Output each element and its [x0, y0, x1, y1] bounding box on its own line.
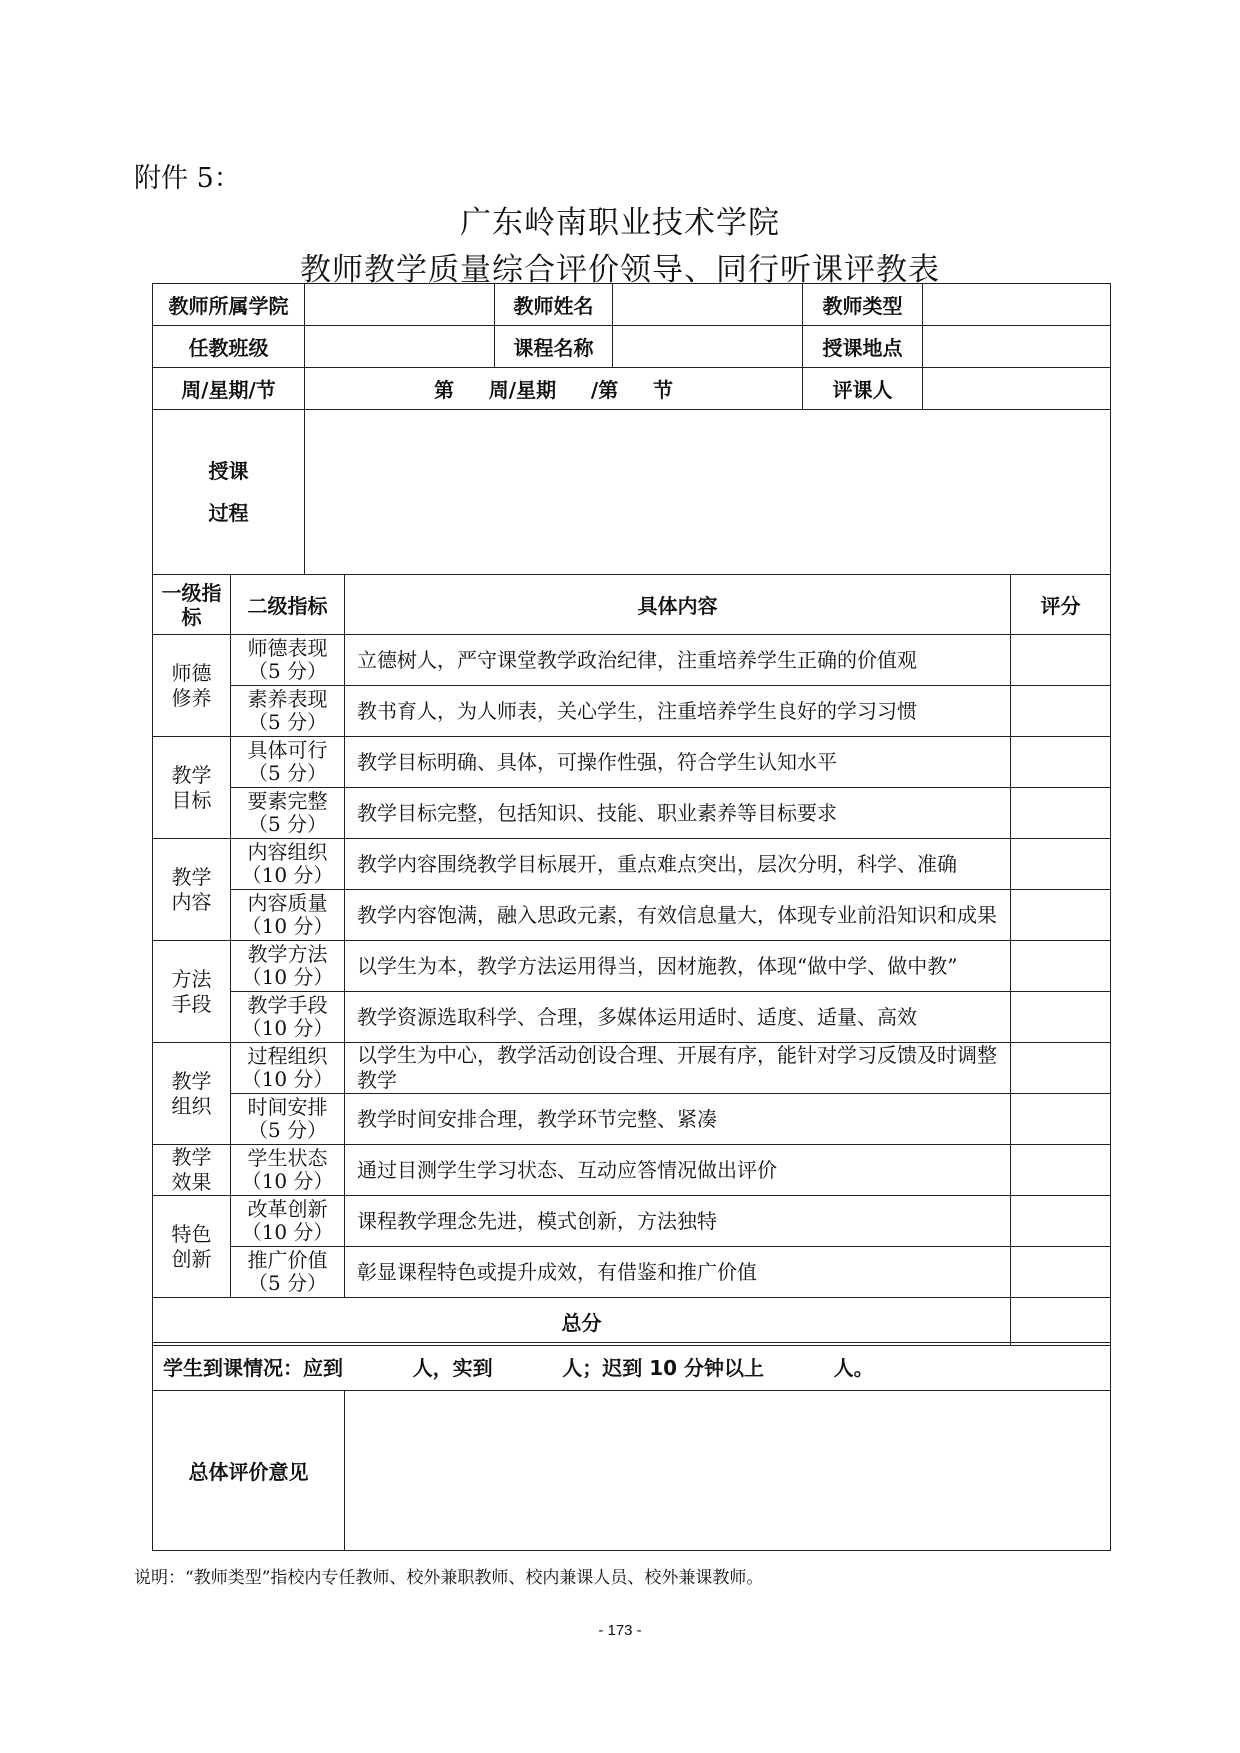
score-field[interactable]	[1011, 992, 1111, 1043]
score-field[interactable]	[1011, 737, 1111, 788]
teaching-process-label-line1: 授课	[208, 459, 249, 483]
level2-indicator-points: （5 分）	[247, 1118, 328, 1142]
level2-indicator-name: 教学方法	[247, 942, 328, 966]
criteria-row	[153, 839, 1111, 890]
total-label: 总分	[153, 1298, 1011, 1346]
course-label: 课程名称	[495, 326, 613, 368]
level1-indicator-line2: 目标	[171, 787, 212, 812]
level1-indicator-line2: 组织	[171, 1093, 212, 1118]
level2-indicator-points: （10 分）	[241, 1067, 334, 1091]
teaching-process-label	[153, 410, 305, 575]
criteria-row	[153, 890, 1111, 941]
score-field[interactable]	[1011, 839, 1111, 890]
criteria-content: 教书育人，为人师表，关心学生，注重培养学生良好的学习习惯	[345, 686, 1011, 737]
level2-indicator	[231, 992, 345, 1043]
criteria-content: 以学生为中心，教学活动创设合理、开展有序，能针对学习反馈及时调整教学	[345, 1043, 1011, 1094]
criteria-row	[153, 941, 1111, 992]
overall-evaluation-label: 总体评价意见	[153, 1391, 345, 1551]
institution-title: 广东岭南职业技术学院	[460, 205, 780, 241]
level2-indicator-name: 内容质量	[247, 891, 328, 915]
teaching-process-label-line2: 过程	[208, 501, 249, 525]
level2-indicator-points: （10 分）	[241, 914, 334, 938]
level1-indicator	[153, 941, 231, 1043]
level2-indicator-points: （5 分）	[247, 710, 328, 734]
criteria-row	[153, 1196, 1111, 1247]
level2-indicator-points: （5 分）	[247, 761, 328, 785]
level1-indicator-line2: 创新	[171, 1246, 212, 1271]
reviewer-label: 评课人	[803, 368, 923, 410]
level2-indicator-points: （5 分）	[247, 659, 328, 683]
score-field[interactable]	[1011, 788, 1111, 839]
level2-indicator-points: （5 分）	[247, 812, 328, 836]
criteria-content: 教学时间安排合理，教学环节完整、紧凑	[345, 1094, 1011, 1145]
course-field[interactable]	[613, 326, 803, 368]
criteria-row	[153, 737, 1111, 788]
level1-indicator-line1: 教学	[171, 1145, 212, 1169]
level2-indicator-name: 教学手段	[247, 993, 328, 1017]
level1-indicator	[153, 839, 231, 941]
criteria-row	[153, 1094, 1111, 1145]
level1-header: 一级指标	[153, 575, 231, 635]
score-field[interactable]	[1011, 635, 1111, 686]
level2-indicator-name: 素养表现	[247, 687, 328, 711]
level2-indicator-name: 具体可行	[247, 738, 328, 762]
level2-indicator-points: （10 分）	[241, 1169, 334, 1193]
level2-indicator	[231, 1094, 345, 1145]
attendance-line[interactable]: 学生到课情况：应到 人，实到 人；迟到 10 分钟以上 人。	[153, 1343, 1111, 1391]
level1-indicator-line2: 修养	[171, 685, 212, 710]
level2-indicator-points: （10 分）	[241, 863, 334, 887]
level1-indicator-line1: 教学	[171, 1068, 212, 1093]
location-field[interactable]	[923, 326, 1111, 368]
level2-indicator-name: 过程组织	[247, 1044, 328, 1068]
criteria-row	[153, 992, 1111, 1043]
criteria-content: 通过目测学生学习状态、互动应答情况做出评价	[345, 1145, 1011, 1196]
criteria-content: 以学生为本，教学方法运用得当，因材施教，体现“做中学、做中教”	[345, 941, 1011, 992]
level2-indicator-points: （5 分）	[247, 1271, 328, 1295]
score-field[interactable]	[1011, 1145, 1111, 1196]
level2-indicator	[231, 1043, 345, 1094]
level1-indicator-line2: 内容	[171, 889, 212, 914]
level1-indicator	[153, 737, 231, 839]
level2-indicator	[231, 1145, 345, 1196]
level1-indicator-line1: 教学	[171, 864, 212, 889]
score-field[interactable]	[1011, 686, 1111, 737]
score-field[interactable]	[1011, 1094, 1111, 1145]
level2-indicator-name: 学生状态	[247, 1146, 328, 1170]
level2-header: 二级指标	[231, 575, 345, 635]
level2-indicator-name: 师德表现	[247, 636, 328, 660]
level2-indicator	[231, 635, 345, 686]
location-label: 授课地点	[803, 326, 923, 368]
score-field[interactable]	[1011, 1247, 1111, 1298]
attachment-label: 附件 5：	[134, 163, 241, 194]
teacher-type-label: 教师类型	[803, 284, 923, 326]
college-label: 教师所属学院	[153, 284, 305, 326]
criteria-content: 教学目标完整，包括知识、技能、职业素养等目标要求	[345, 788, 1011, 839]
level1-indicator-line1: 方法	[171, 966, 212, 991]
level2-indicator	[231, 839, 345, 890]
level2-indicator	[231, 1247, 345, 1298]
footnote: 说明：“教师类型”指校内专任教师、校外兼职教师、校内兼课人员、校外兼课教师。	[134, 1568, 764, 1588]
score-field[interactable]	[1011, 1196, 1111, 1247]
level2-indicator	[231, 737, 345, 788]
level1-indicator	[153, 1196, 231, 1298]
criteria-row	[153, 686, 1111, 737]
class-field[interactable]	[305, 326, 495, 368]
level1-indicator-line1: 特色	[171, 1221, 212, 1246]
level2-indicator-points: （10 分）	[241, 1016, 334, 1040]
teacher-info-table	[152, 283, 1111, 575]
level2-indicator-name: 时间安排	[247, 1095, 328, 1119]
reviewer-field[interactable]	[923, 368, 1111, 410]
criteria-content: 教学内容围绕教学目标展开，重点难点突出，层次分明，科学、准确	[345, 839, 1011, 890]
level2-indicator-name: 改革创新	[247, 1197, 328, 1221]
score-field[interactable]	[1011, 941, 1111, 992]
level2-indicator	[231, 1196, 345, 1247]
teacher-name-field[interactable]	[613, 284, 803, 326]
criteria-row	[153, 1145, 1111, 1196]
criteria-content: 立德树人，严守课堂教学政治纪律，注重培养学生正确的价值观	[345, 635, 1011, 686]
teaching-process-field[interactable]	[305, 410, 1111, 575]
level2-indicator-name: 内容组织	[247, 840, 328, 864]
total-score-field[interactable]	[1011, 1298, 1111, 1346]
criteria-row	[153, 1247, 1111, 1298]
level1-indicator-line1: 教学	[171, 762, 212, 787]
level2-indicator	[231, 788, 345, 839]
level1-indicator	[153, 1043, 231, 1145]
criteria-row	[153, 635, 1111, 686]
criteria-body	[153, 635, 1111, 1298]
level1-indicator	[153, 635, 231, 737]
level1-indicator	[153, 1145, 231, 1196]
time-label: 周/星期/节	[153, 368, 305, 410]
criteria-content: 教学资源选取科学、合理，多媒体运用适时、适度、适量、高效	[345, 992, 1011, 1043]
form-title: 教师教学质量综合评价领导、同行听课评教表	[300, 252, 940, 288]
level1-indicator-line2: 效果	[171, 1170, 212, 1194]
class-label: 任教班级	[153, 326, 305, 368]
criteria-row	[153, 1043, 1111, 1094]
overall-evaluation-field[interactable]	[345, 1391, 1111, 1551]
college-field[interactable]	[305, 284, 495, 326]
teacher-type-field[interactable]	[923, 284, 1111, 326]
level2-indicator-points: （10 分）	[241, 1220, 334, 1244]
level1-indicator-line1: 师德	[171, 660, 212, 685]
criteria-content: 教学内容饱满，融入思政元素，有效信息量大，体现专业前沿知识和成果	[345, 890, 1011, 941]
level2-indicator	[231, 890, 345, 941]
criteria-row	[153, 788, 1111, 839]
score-field[interactable]	[1011, 1043, 1111, 1094]
teacher-name-label: 教师姓名	[495, 284, 613, 326]
page-number: - 173 -	[598, 1622, 642, 1639]
summary-table	[152, 1342, 1111, 1551]
content-header: 具体内容	[345, 575, 1011, 635]
criteria-content: 彰显课程特色或提升成效，有借鉴和推广价值	[345, 1247, 1011, 1298]
level2-indicator	[231, 941, 345, 992]
criteria-table	[152, 574, 1111, 1346]
score-field[interactable]	[1011, 890, 1111, 941]
time-field[interactable]: 第 周/星期 /第 节	[305, 368, 803, 410]
criteria-content: 教学目标明确、具体，可操作性强，符合学生认知水平	[345, 737, 1011, 788]
level2-indicator-points: （10 分）	[241, 965, 334, 989]
level2-indicator-name: 推广价值	[247, 1248, 328, 1272]
level2-indicator	[231, 686, 345, 737]
score-header: 评分	[1011, 575, 1111, 635]
level2-indicator-name: 要素完整	[247, 789, 328, 813]
level1-indicator-line2: 手段	[171, 991, 212, 1016]
criteria-content: 课程教学理念先进，模式创新，方法独特	[345, 1196, 1011, 1247]
